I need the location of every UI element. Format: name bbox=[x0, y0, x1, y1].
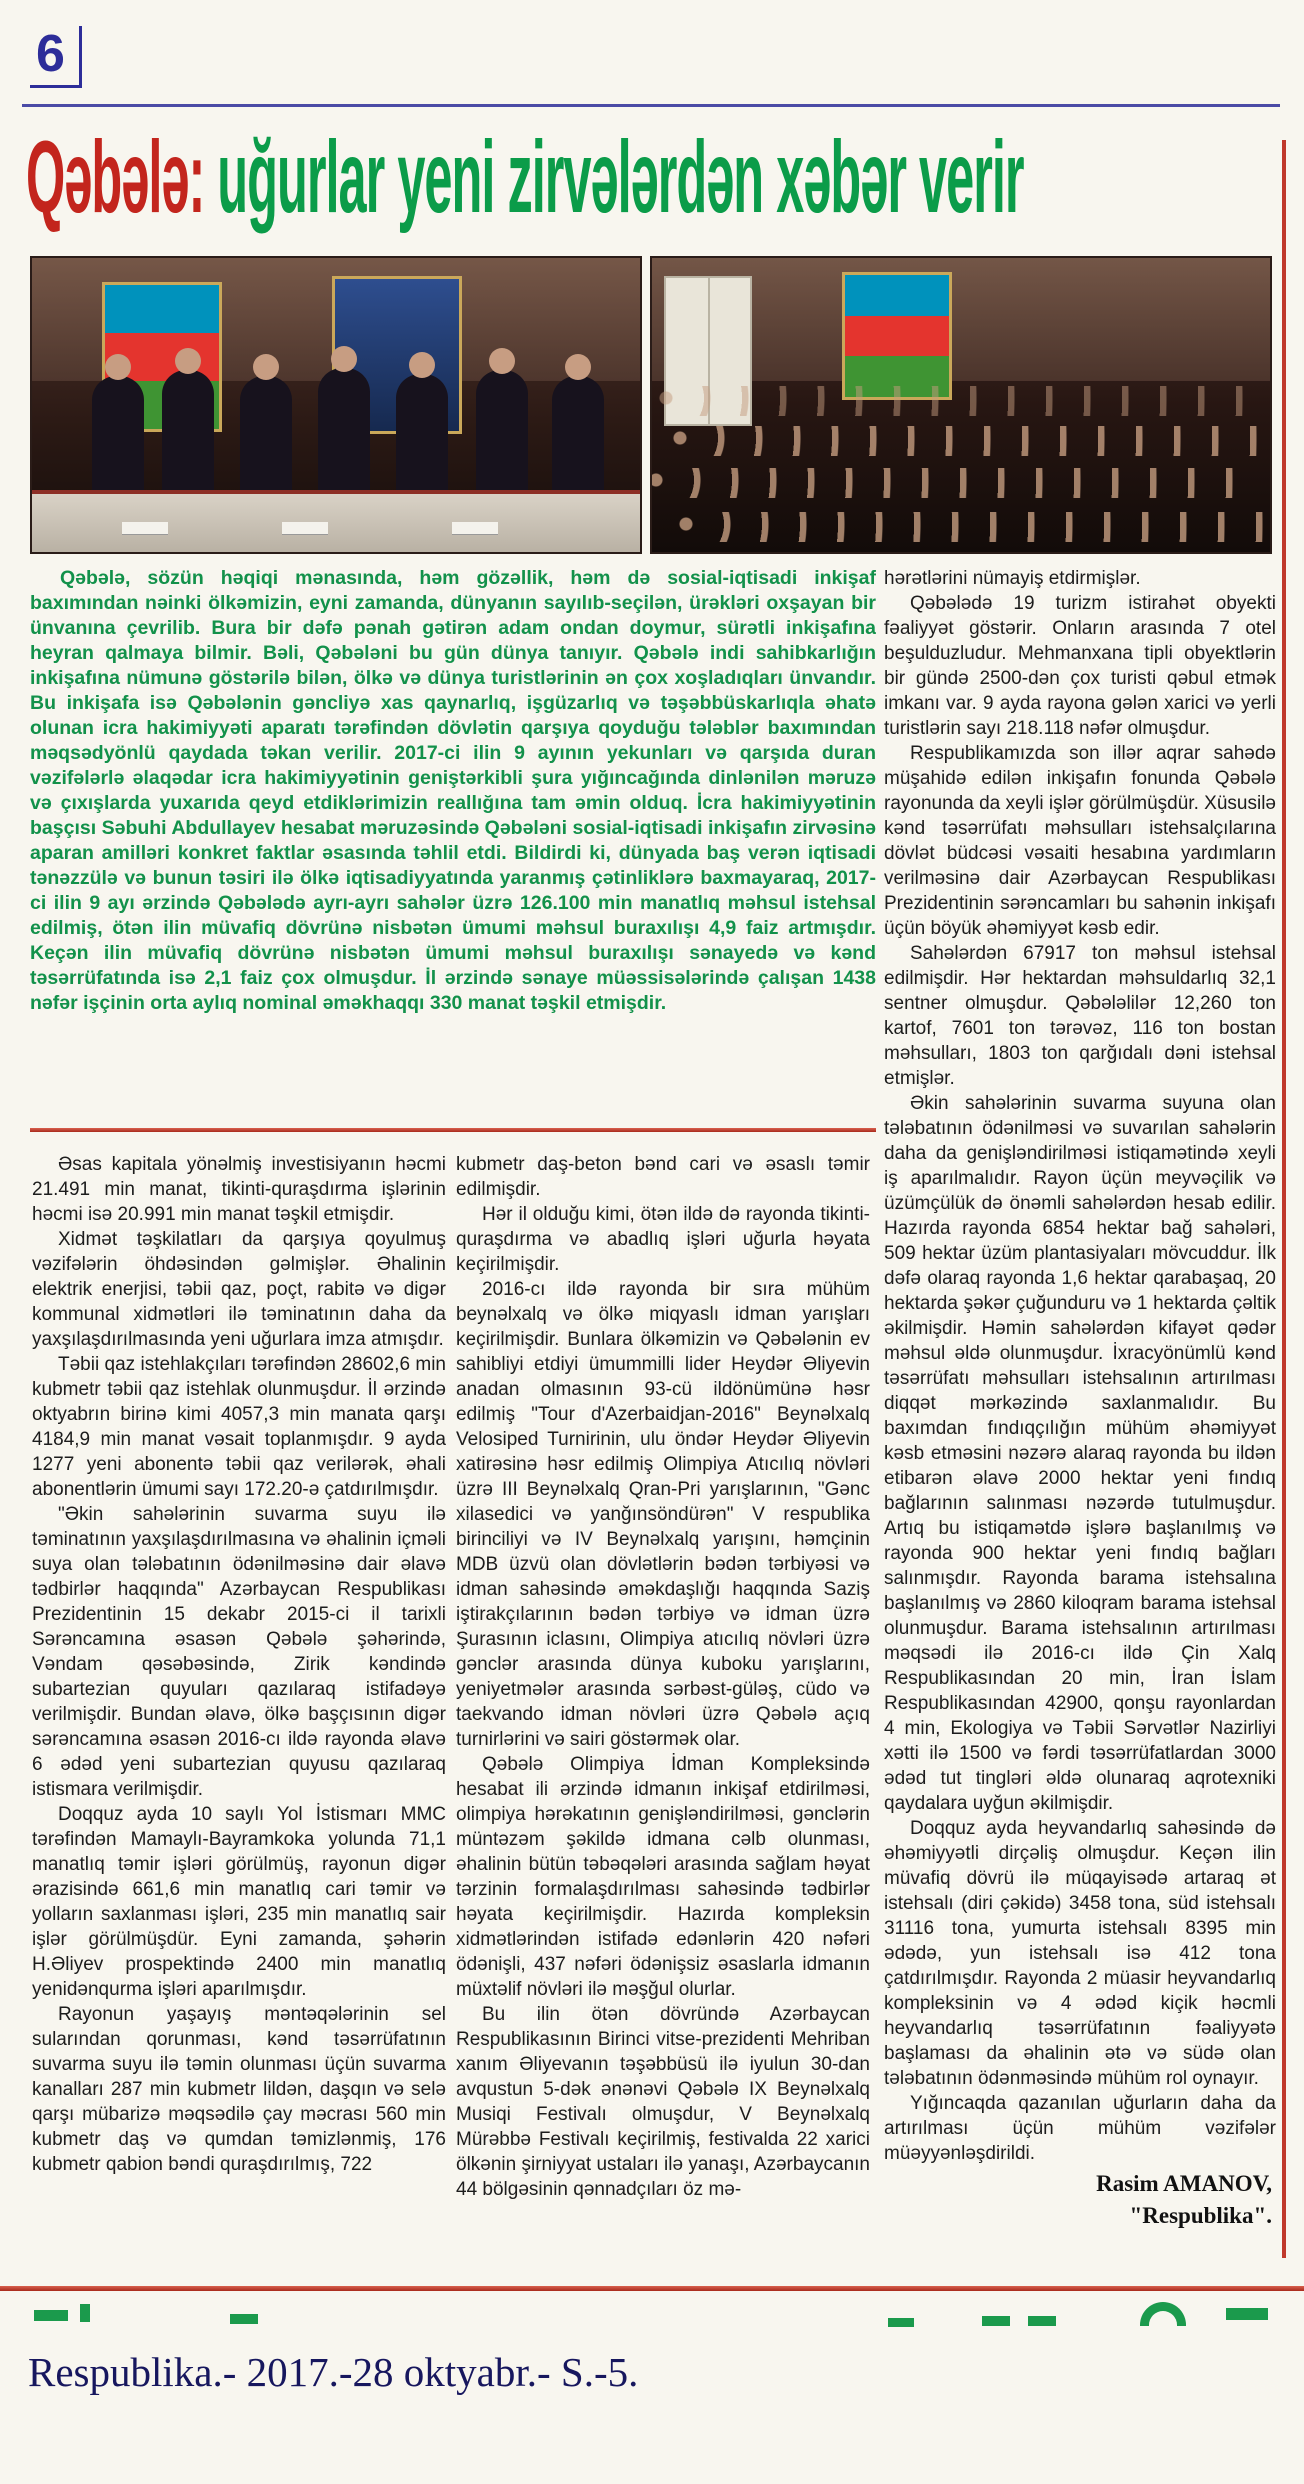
cutoff-headline-fragment bbox=[1028, 2316, 1056, 2326]
paper bbox=[122, 522, 168, 534]
paragraph: Doqquz ayda 10 saylı Yol İstismarı MMC tərəfindən Mamaylı-Bayramkoka yolunda 71,1 manatlıq təmir işləri görülmüş, rayonun digər ərazisində 661,6 min manatlıq cari təmir və yolların saxlanması işləri, 235 min manatlıq sair işlər görülmüşdür. Eyni zamanda, şəhərin H.Əliyev prospektində 2400 min manatlıq yenidənqurma işləri aparılmışdır. bbox=[32, 1804, 446, 2000]
person-silhouette bbox=[162, 370, 214, 498]
body-column-1 bbox=[32, 1152, 446, 2278]
paragraph: Rayonun yaşayış məntəqələrinin sel sularından qorunması, kənd təsərrüfatının suvarma suyu ilə təmin olunması üçün suvarma kanalları 287 min kubmetr lildən, daşqın və selə qarşı mübarizə məqsədilə çay məcrası 560 min kubmetr daş və qumdan təmizlənmiş, 176 kubmetr qabion bəndi quraşdırılmış, 722 bbox=[32, 2004, 446, 2175]
audience-row bbox=[650, 468, 1260, 498]
paragraph: Xidmət təşkilatları da qarşıya qoyulmuş vəzifələrin öhdəsindən gəlmişlər. Əhalinin elektrik enerjisi, təbii qaz, poçt, rabitə və digər kommunal xidmətləri ilə təminatının daha da yaxşılaşdırılmasında yeni uğurlara imza atmışdır. bbox=[32, 1229, 446, 1350]
cutoff-headline-fragment bbox=[230, 2314, 258, 2324]
paragraph: kubmetr daş-beton bənd cari və əsaslı təmir edilmişdir. bbox=[456, 1154, 870, 1200]
top-divider bbox=[22, 104, 1280, 107]
cutoff-headline-fragment bbox=[80, 2304, 90, 2322]
paragraph: Bu ilin ötən dövründə Azərbaycan Respublikasının Birinci vitse-prezidenti Mehriban xanım Əliyevanın təşəbbüsü ilə iyulun 30-dan avqustun 5-dək ənənəvi Qəbələ IX Beynəlxalq Musiqi Festivalı olmuşdur, V Beynəlxalq Mürəbbə Festivalı keçirilmiş, festivalda 22 xarici ölkənin şirniyyat ustaları ilə yanaşı, Azərbaycanın 44 bölgəsinin qənnadçıları öz mə- bbox=[456, 2004, 870, 2200]
paragraph: Qəbələ Olimpiya İdman Kompleksində hesabat ili ərzində idmanın inkişaf etdirilməsi, olimpiya hərəkatının genişləndirilməsi, gənclərin müntəzəm şəkildə idmana cəlb olunması, əhalinin bütün təbəqələri arasında sağlam həyat tərzinin formalaşdırılması sahəsində tədbirlər həyata keçirilmişdir. Hazırda kompleksin xidmətlərindən istifadə edənlərin 420 nəfəri ödənişli, 437 nəfəri ödənişsiz əsaslarla idmanın müxtəlif növləri ilə məşğul olurlar. bbox=[456, 1754, 870, 2000]
lead-paragraph: Qəbələ, sözün həqiqi mənasında, həm gözəllik, həm də sosial-iqtisadi inkişaf baxımından nəinki ölkəmizin, eyni zamanda, dünyanın sayılıb-seçilən, ürəkləri oxşayan bir ünvanına çevrilib. Bura bir dəfə pənah gətirən adam ondan doymur, sürətli inkişafına heyran qalmaya bilmir. Bəli, Qəbələni bu gün dünya tanıyır. Qəbələ indi sahibkarlığın inkişafına nümunə göstərilə bilən, ölkə və dünya turistlərinin ən çox xoşladıqları ünvandır. Bu inkişafa isə Qəbələnin gəncliyə xas qaynarlıq, işgüzarlıq və təşəbbüskarlıqla əhatə olunan icra hakimiyyəti aparatı tərəfindən dövlətin qarşıya qoyduğu tələblər baxımından məqsədyönlü qaydada təkan verilir. 2017-ci ilin 9 ayının yekunları və qarşıda duran vəzifələrlə əlaqədar icra hakimiyyətinin geniştərkibli şura yığıncağında dinlənilən məruzə və çıxışlarda yuxarıda qeyd etdiklərimizin reallığına tam əmin olduq. İcra hakimiyyətinin başçısı Səbuhi Abdullayev hesabat məruzəsində Qəbələni sosial-iqtisadi inkişafın zirvəsinə aparan amilləri konkret faktlar əsasında təhlil etdi. Bildirdi ki, dünyada baş verən iqtisadi tənəzzülə və bunun təsiri ilə ölkə iqtisadiyyatında yaranmış çətinliklərə baxmayaraq, 2017-ci ilin 9 ayı ərzində Qəbələdə ayrı-ayrı sahələr üzrə 126.100 min manatlıq məhsul istehsal edilmiş, ötən ilin müvafiq dövrünə nisbətən ümumi məhsul buraxılışı 4,9 faiz artmışdır. Keçən ilin müvafiq dövrünə nisbətən ümumi məhsul buraxılışı sənayedə və kənd təsərrüfatında isə 2,1 faiz çox olmuşdur. İl ərzində sənaye müəssisələrində çalışan 1438 nəfər işçinin orta aylıq nominal əməkhaqqı 330 manat təşkil etmişdir. bbox=[30, 567, 876, 1014]
audience-row bbox=[672, 512, 1272, 542]
paragraph: Hər il olduğu kimi, ötən ildə də rayonda tikinti-quraşdırma və abadlıq işləri uğurla həyata keçirilmişdir. bbox=[456, 1204, 870, 1275]
photo-audience bbox=[650, 256, 1272, 554]
audience-row bbox=[666, 426, 1272, 456]
paragraph: hərətlərini nümayiş etdirmişlər. bbox=[884, 568, 1141, 589]
person-silhouette bbox=[476, 370, 528, 498]
headline-location: Qəbələ: bbox=[26, 120, 205, 234]
byline-source: "Respublika". bbox=[1129, 2202, 1272, 2228]
headline-text: uğurlar yeni zirvələrdən xəbər verir bbox=[204, 120, 1024, 234]
person-silhouette bbox=[92, 376, 144, 504]
audience-row bbox=[652, 386, 1270, 416]
paper bbox=[282, 522, 328, 534]
photo-presidium bbox=[30, 256, 642, 554]
cutoff-headline-fragment bbox=[1140, 2302, 1186, 2326]
paragraph: Əsas kapitala yönəlmiş investisiyanın həcmi 21.491 min manat, tikinti-quraşdırma işlərinin həcmi isə 20.991 min manat təşkil etmişdir. bbox=[32, 1154, 446, 1225]
paragraph: Qəbələdə 19 turizm istirahət obyekti fəaliyyət göstərir. Onların arasında 7 otel beşulduzludur. Mehmanxana tipli obyektlərin bir gündə 2500-dən çox turisti qəbul etmək imkanı var. 9 ayda rayona gələn xarici və yerli turistlərin sayı 218.118 nəfər olmuşdur. bbox=[884, 593, 1276, 739]
person-silhouette bbox=[396, 374, 448, 502]
paragraph: Təbii qaz istehlakçıları tərəfindən 28602,6 min kubmetr təbii qaz istehlak olunmuşdur. İl ərzində oktyabrın birinə kimi 4057,3 min manata qarşı 4184,9 min manat vəsait toplanmışdır. 9 ayda 1277 yeni abonentə təbii qaz verilərək, əhali abonentlərin ümumi sayı 172.20-ə çatdırılmışdır. bbox=[32, 1354, 446, 1500]
cutoff-headline-fragment bbox=[1226, 2308, 1268, 2320]
cutoff-headline-fragment bbox=[34, 2310, 68, 2321]
cutoff-headline-fragment bbox=[888, 2318, 914, 2327]
paragraph: 2016-cı ildə rayonda bir sıra mühüm beynəlxalq və ölkə miqyaslı idman yarışları keçirilmişdir. Bunlara ölkəmizin və Qəbələnin ev sahibliyi etdiyi ümummilli lider Heydər Əliyevin anadan olmasının 93-cü ildönümünə həsr edilmiş "Tour d'Azerbaidjan-2016" Beynəlxalq Velosiped Turnirinin, ulu öndər Heydər Əliyevin xatirəsinə həsr edilmiş Olimpiya Atıcılıq növləri üzrə III Beynəlxalq Qran-Pri yarışlarının, "Gənc xilasedici və yanğınsöndürən" V respublika birinciliyi və IV Beynəlxalq yarışını, həmçinin MDB üzvü olan dövlətlərin bədən tərbiyəsi və idman sahəsində əməkdaşlığı haqqında Saziş iştirakçılarının bədən tərbiyə və idman üzrə Şurasının iclasını, Olimpiya atıcılıq növləri üzrə gənclər arasında dünya kuboku yarışlarını, yeniyetmələr arasında sərbəst-güləş, cüdo və taekvando idman növləri üzrə Qəbələ açıq turnirlərini və sairi göstərmək olar. bbox=[456, 1279, 870, 1750]
cutoff-headline-fragment bbox=[982, 2316, 1010, 2326]
page-number: 6 bbox=[30, 26, 82, 88]
paragraph: Sahələrdən 67917 ton məhsul istehsal edilmişdir. Hər hektardan məhsuldarlıq 32,1 sentner olmuşdur. Qəbələlilər 12,260 ton kartof, 7601 ton tərəvəz, 116 ton bostan məhsulları, 1803 ton qarğıdalı dəni istehsal etmişlər. bbox=[884, 943, 1276, 1089]
bottom-divider bbox=[0, 2286, 1304, 2291]
article-right-border bbox=[1282, 140, 1286, 2258]
person-silhouette bbox=[318, 368, 370, 496]
paper bbox=[452, 522, 498, 534]
paragraph: Respublikamızda son illər aqrar sahədə müşahidə edilən inkişafın fonunda Qəbələ rayonunda da xeyli işlər görülmüşdür. Xüsusilə kənd təsərrüfatı məhsulları istehsalçılarına dövlət büdcəsi vəsaiti hesabına yardımların verilməsinə dair Azərbaycan Respublikası Prezidentinin sərəncamları bu sahənin inkişafı üçün böyük əhəmiyyət kəsb edir. bbox=[884, 743, 1276, 939]
paragraph: "Əkin sahələrinin suvarma suyu ilə təminatının yaxşılaşdırılmasına və əhalinin içməli suya olan tələbatının ödənilməsinə dair əlavə tədbirlər haqqında" Azərbaycan Respublikası Prezidentinin 15 dekabr 2015-ci il tarixli Sərəncamına əsasən Qəbələ şəhərində, Vəndam qəsəbəsində, Zirik kəndində subartezian quyuları qazılaraq istifadəyə verilmişdir. Bundan əlavə, ölkə başçısının digər sərəncamına əsasən 2016-cı ildə rayonda əlavə 6 ədəd yeni subartezian quyusu qazılaraq istismara verilmişdir. bbox=[32, 1504, 446, 1800]
presidium-table bbox=[32, 490, 640, 552]
person-silhouette bbox=[552, 376, 604, 504]
body-column-3 bbox=[884, 566, 1276, 2242]
article-headline bbox=[26, 112, 1024, 252]
citation-footer: Respublika.- 2017.-28 oktyabr.- S.-5. bbox=[28, 2349, 639, 2395]
paragraph: Yığıncaqda qazanılan uğurların daha da artırılması üçün mühüm vəzifələr müəyyənləşdirildi. bbox=[884, 2093, 1276, 2164]
portrait-frame bbox=[842, 272, 952, 400]
byline bbox=[884, 2168, 1276, 2242]
paragraph: Əkin sahələrinin suvarma suyuna olan tələbatının ödənilməsi və suvarılan sahələrin daha da genişləndirilməsi istiqamətində xeyli iş aparılmalıdır. Rayon üçün meyvəçilik və üzümçülük də önəmli sahələrdən hesab edilir. Hazırda rayonda 6854 hektar bağ sahələri, 509 hektar üzüm plantasiyaları mövcuddur. İlk dəfə olaraq rayonda 1,6 hektar qarabaşaq, 20 hektarda şəkər çuğunduru və 1 hektarda çəltik əkilmişdir. Həmin sahələrdən kifayət qədər məhsul əldə olunmuşdur. İxracyönümlü kənd təsərrüfatı məhsulları istehsalının artırılması diqqət mərkəzində saxlanmalıdır. Bu baxımdan fındıqçılığın mühüm əhəmiyyət kəsb etməsini nəzərə alaraq rayonda bu ildən etibarən əlavə 2000 hektar yeni fındıq bağlarının salınması nəzərdə tutulmuşdur. Artıq bu istiqamətdə işlərə başlanılmış və rayonda 900 hektar yeni fındıq bağları salınmışdır. Rayonda barama istehsalına başlanılmış və 2860 kiloqram barama istehsal olunmuşdur. Barama istehsalının artırılması məqsədi ilə 2016-cı ildə Çin Xalq Respublikasından 20 min, İran İslam Respublikasından 42900, qonşu rayonlardan 4 min, Ekologiya və Təbii Sərvətlər Nazirliyi xətti ilə 1500 və fərdi təsərrüfatlardan 3000 ədəd tut tingləri əldə olunaraq aqrotexniki qaydalara uyğun əkilmişdir. bbox=[884, 1093, 1276, 1814]
lead-divider bbox=[30, 1128, 876, 1132]
person-silhouette bbox=[240, 376, 292, 504]
azerbaijan-flag bbox=[845, 275, 949, 397]
body-column-2 bbox=[456, 1152, 870, 2278]
paragraph: Doqquz ayda heyvandarlıq sahəsində də əhəmiyyətli dirçəliş olmuşdur. Keçən ilin müvafiq dövrü ilə müqayisədə artaraq ət istehsalı (diri çəkidə) 3458 tona, süd istehsalı 31116 tona, yumurta istehsalı 8395 min ədədə, yun istehsalı isə 412 tona çatdırılmışdır. Rayonda 2 müasir heyvandarlıq kompleksinin və 4 ədəd kiçik həcmli heyvandarlıq təsərrüfatının fəaliyyətə başlaması da əhalinin ətə və südə olan tələbatının ödənməsində mühüm rol oynayır. bbox=[884, 1818, 1276, 2089]
byline-author: Rasim AMANOV, bbox=[1096, 2170, 1272, 2196]
